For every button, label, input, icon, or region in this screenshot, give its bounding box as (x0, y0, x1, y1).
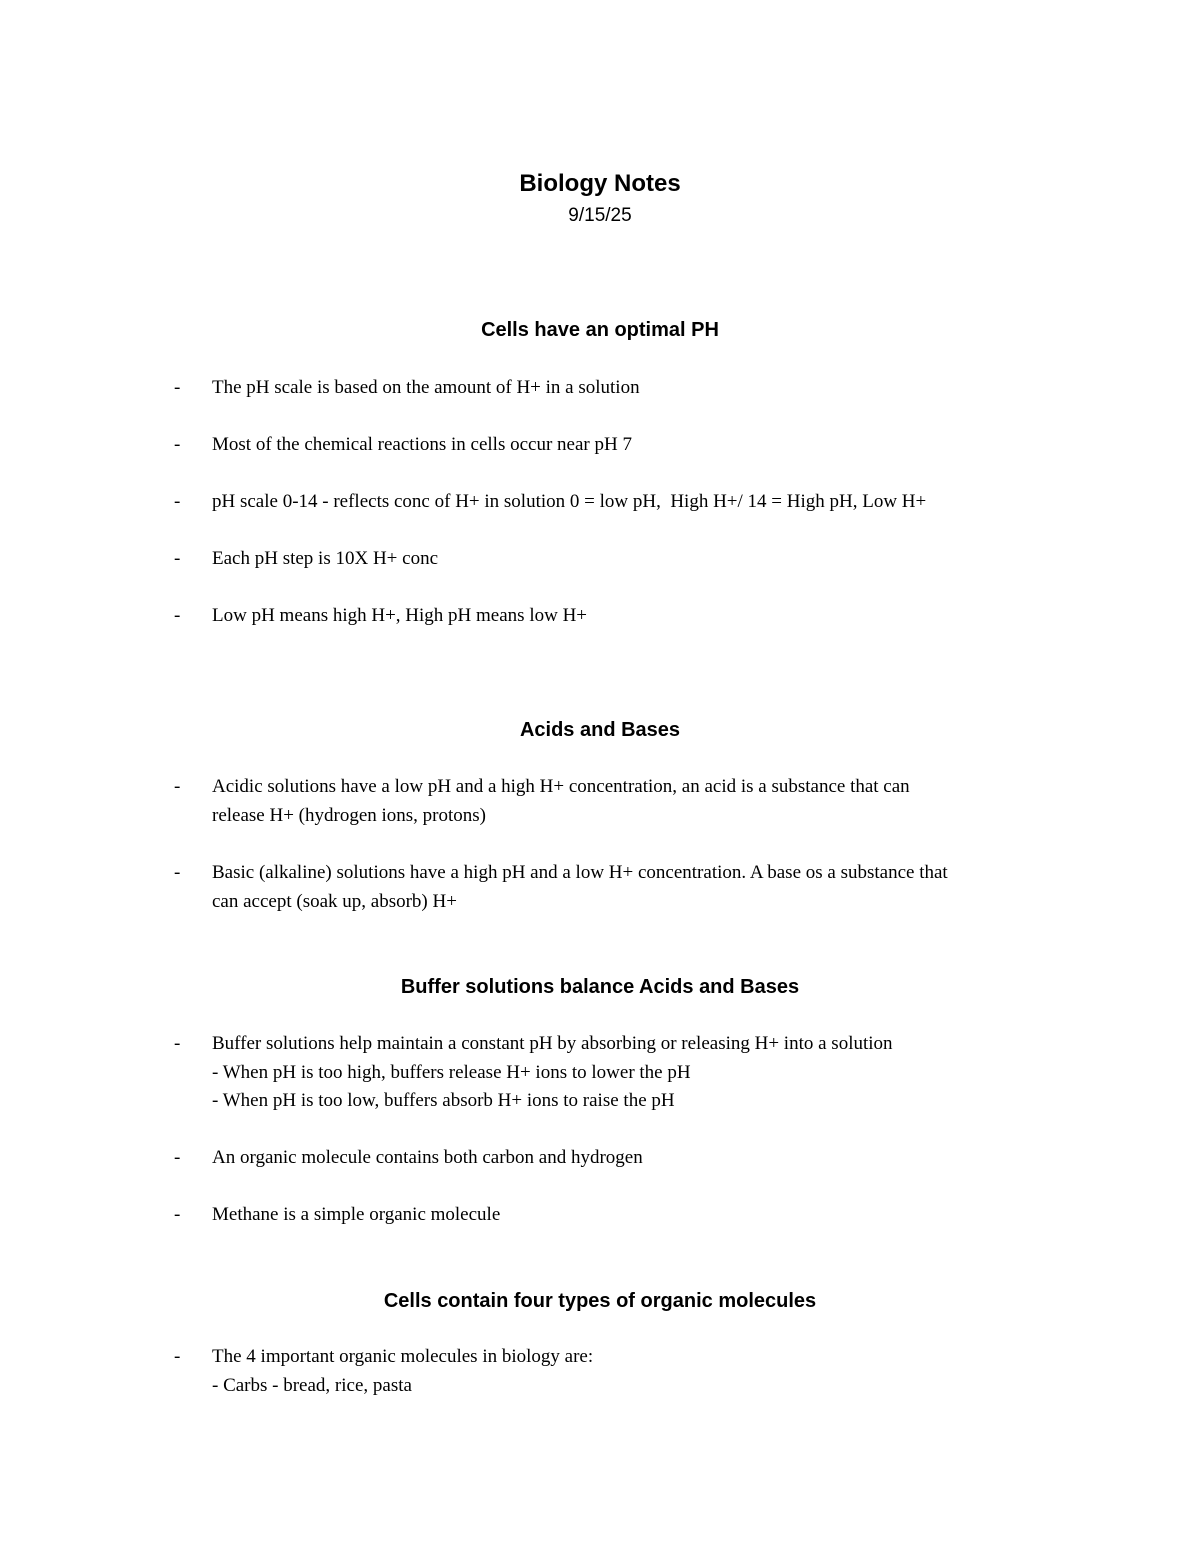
list-item (174, 773, 1074, 830)
list-item-text: release H+ (hydrogen ions, protons) (212, 804, 487, 826)
bullet-dash: - (174, 1204, 181, 1225)
list-item-text: Each pH step is 10X H+ conc (212, 548, 438, 569)
document-date: 9/15/25 (568, 205, 632, 226)
list-item-text: pH scale 0-14 - reflects conc of H+ in solution 0 = low pH, High H+/ 14 = High pH, Low H+ (212, 491, 927, 512)
list-item (174, 859, 1074, 916)
list-item-text: Low pH means high H+, High pH means low H+ (212, 605, 587, 626)
list-item (174, 374, 1074, 403)
bullet-dash: - (174, 862, 181, 883)
bullet-dash: - (174, 605, 181, 626)
list-item-text: can accept (soak up, absorb) H+ (212, 890, 457, 912)
list-item (174, 488, 1074, 517)
list-item (174, 602, 1074, 631)
list-item-text: Buffer solutions help maintain a constant pH by absorbing or releasing H+ into a solution (212, 1033, 893, 1054)
list-item (174, 1201, 1074, 1230)
list-item-text: The 4 important organic molecules in biology are: (212, 1346, 594, 1367)
list-item (174, 431, 1074, 460)
section-heading-acids-bases: Acids and Bases (519, 719, 681, 741)
bullet-dash: - (174, 548, 181, 569)
list-item-text: Basic (alkaline) solutions have a high pH and a low H+ concentration. A base os a substance that (212, 862, 948, 883)
list-item (174, 1343, 1074, 1400)
sub-item-text: - When pH is too low, buffers absorb H+ ions to raise the pH (212, 1090, 675, 1111)
bullet-dash: - (174, 1033, 181, 1054)
list-item-text: The pH scale is based on the amount of H+ in a solution (212, 377, 640, 398)
bullet-dash: - (174, 776, 181, 797)
list-item-text: Methane is a simple organic molecule (212, 1204, 501, 1225)
bullet-dash: - (174, 491, 181, 512)
sub-item-text: - When pH is too high, buffers release H+ ions to lower the pH (212, 1061, 691, 1083)
bullet-dash: - (174, 1346, 181, 1367)
list-item (174, 1030, 1074, 1116)
section-heading-buffer-solutions: Buffer solutions balance Acids and Bases (400, 976, 800, 998)
list-item (174, 1144, 1074, 1173)
sub-item-text: - Carbs - bread, rice, pasta (212, 1374, 412, 1396)
section-heading-optimal-ph: Cells have an optimal PH (481, 319, 719, 341)
bullet-dash: - (174, 377, 181, 398)
bullet-dash: - (174, 1147, 181, 1168)
bullet-dash: - (174, 434, 181, 455)
list-item-text: Most of the chemical reactions in cells occur near pH 7 (212, 434, 632, 455)
section-heading-organic-molecules: Cells contain four types of organic molecules (383, 1290, 817, 1312)
document-title: Biology Notes (519, 170, 681, 197)
list-item-text: An organic molecule contains both carbon and hydrogen (212, 1147, 643, 1168)
list-item (174, 545, 1074, 574)
list-item-text: Acidic solutions have a low pH and a high H+ concentration, an acid is a substance that can (212, 776, 910, 797)
